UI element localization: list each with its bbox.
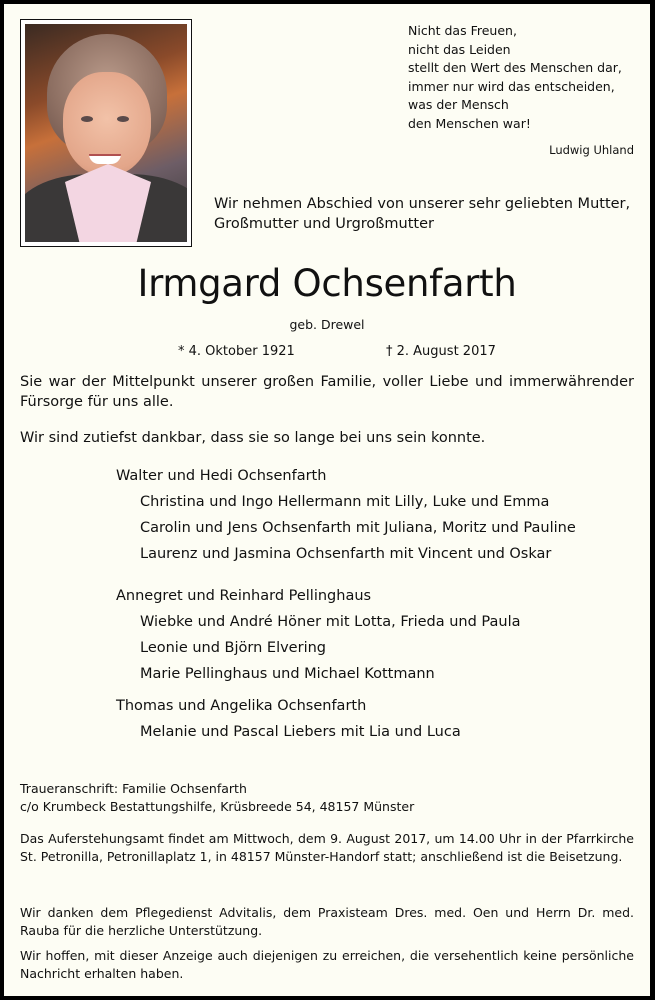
poem-line: Nicht das Freuen, xyxy=(408,23,517,38)
mourner-group xyxy=(116,584,521,687)
tribute-paragraph: Sie war der Mittelpunkt unserer großen Familie, voller Liebe und immerwährender Fürsorge für uns alle. xyxy=(20,374,634,410)
farewell-text xyxy=(214,194,630,234)
mourner-member: Marie Pellinghaus und Michael Kottmann xyxy=(140,666,435,682)
obituary-card xyxy=(4,4,650,996)
address-line: c/o Krumbeck Bestattungshilfe, Krüsbreede 54, 48157 Münster xyxy=(20,799,415,814)
mourner-member: Christina und Ingo Hellermann mit Lilly, Luke und Emma xyxy=(140,494,550,510)
poem-line: immer nur wird das entscheiden, xyxy=(408,78,615,94)
address-line: Traueranschrift: Familie Ochsenfarth xyxy=(20,781,247,796)
mourner-member: Wiebke und André Höner mit Lotta, Frieda und Paula xyxy=(140,614,521,630)
service-info: Das Auferstehungsamt findet am Mittwoch, dem 9. August 2017, um 14.00 Uhr in der Pfarrkirche St. Petronilla, Petronillaplatz 1, in 48157 Münster-Handorf statt; anschließend ist die Beisetzung. xyxy=(20,831,634,864)
mourner-head: Annegret und Reinhard Pellinghaus xyxy=(116,588,372,604)
farewell-line: Wir nehmen Abschied von unserer sehr geliebten Mutter, xyxy=(214,196,631,212)
poem-line: den Menschen war! xyxy=(408,115,531,131)
poem xyxy=(408,22,622,133)
mourner-member: Laurenz und Jasmina Ochsenfarth mit Vincent und Oskar xyxy=(140,546,552,562)
mourner-head: Thomas und Angelika Ochsenfarth xyxy=(116,698,367,714)
poem-line: was der Mensch xyxy=(408,97,509,112)
birth-date: * 4. Oktober 1921 xyxy=(178,344,295,359)
mourner-group xyxy=(116,464,576,567)
birth-name: geb. Drewel xyxy=(289,317,365,332)
mourner-group xyxy=(116,694,461,745)
poem-line: nicht das Leiden xyxy=(408,41,511,57)
farewell-line: Großmutter und Urgroßmutter xyxy=(214,216,434,232)
closing-note: Wir hoffen, mit dieser Anzeige auch diejenigen zu erreichen, die versehentlich keine persönliche Nachricht erhalten haben. xyxy=(20,948,634,981)
thanks-note: Wir danken dem Pflegedienst Advitalis, dem Praxisteam Dres. med. Oen und Herrn Dr. med. Rauba für die herzliche Unterstützung. xyxy=(20,905,634,938)
deceased-name: Irmgard Ochsenfarth xyxy=(137,262,517,305)
mourner-head: Walter und Hedi Ochsenfarth xyxy=(116,468,327,484)
mourner-member: Carolin und Jens Ochsenfarth mit Juliana, Moritz und Pauline xyxy=(140,520,576,536)
gratitude-paragraph: Wir sind zutiefst dankbar, dass sie so lange bei uns sein konnte. xyxy=(20,430,486,446)
portrait-frame xyxy=(20,19,192,247)
mourner-member: Melanie und Pascal Liebers mit Lia und Luca xyxy=(140,724,461,740)
death-date: † 2. August 2017 xyxy=(386,344,496,359)
poem-author: Ludwig Uhland xyxy=(549,143,634,157)
mourner-member: Leonie und Björn Elvering xyxy=(140,640,326,656)
portrait-photo xyxy=(25,24,187,242)
poem-line: stellt den Wert des Menschen dar, xyxy=(408,60,622,75)
mourning-address xyxy=(20,780,634,816)
